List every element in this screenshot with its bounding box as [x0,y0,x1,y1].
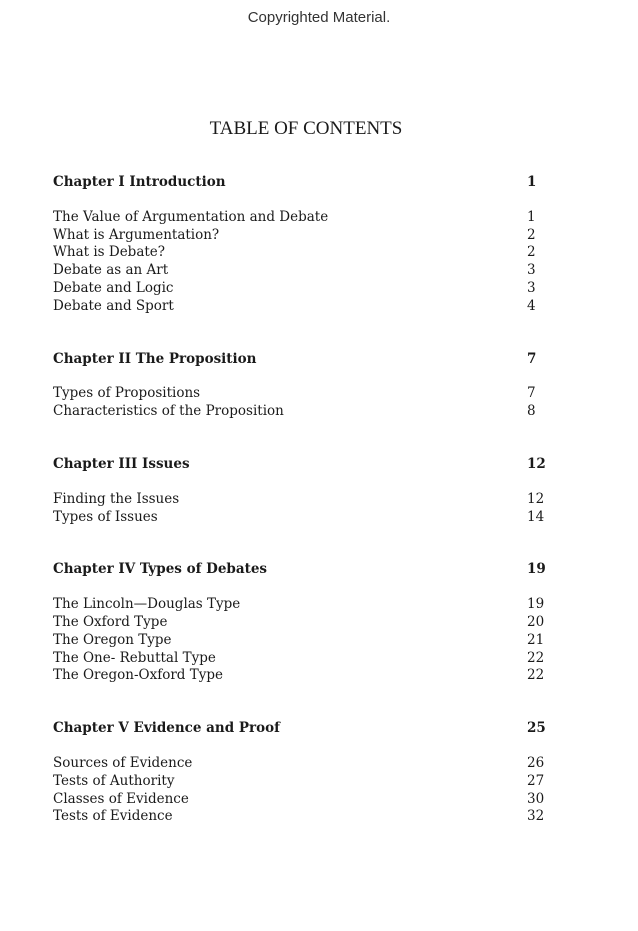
chapter-heading-row[interactable] [53,456,553,474]
entry-page-number: 3 [527,279,536,296]
toc-entry[interactable] [53,808,553,826]
chapter-page-number: 1 [527,174,537,190]
toc-entry[interactable] [53,262,553,280]
toc-entry[interactable] [53,667,553,685]
chapter-heading-row[interactable] [53,174,553,192]
chapter-title: Chapter III Issues [53,455,190,472]
entry-page-number: 4 [527,297,536,314]
toc-entry[interactable] [53,227,553,245]
entry-title: The Oregon-Oxford Type [53,667,223,684]
page-title: TABLE OF CONTENTS [209,118,403,139]
entry-page-number: 22 [527,649,545,666]
chapter-page-number: 19 [527,561,546,578]
entry-page-number: 26 [527,754,545,771]
toc-entry[interactable] [53,791,553,809]
toc-entry[interactable] [53,773,553,791]
entry-page-number: 20 [527,613,545,630]
entry-page-number: 3 [527,262,536,279]
toc-entry[interactable] [53,298,553,316]
toc-entry[interactable] [53,596,553,614]
copyright-watermark: Copyrighted Material. [247,9,391,26]
chapter-section [53,720,553,826]
chapter-section [53,561,553,685]
entry-page-number: 8 [527,403,536,420]
entry-page-number: 21 [527,631,545,648]
entry-page-number: 32 [527,808,545,825]
entry-title: What is Argumentation? [53,226,220,243]
entry-page-number: 7 [527,385,536,402]
entry-title: Sources of Evidence [53,754,193,771]
entry-title: Debate and Logic [53,279,174,296]
chapter-page-number: 7 [527,350,537,367]
toc-entry[interactable] [53,209,553,227]
entry-page-number: 14 [527,508,545,525]
toc-entry[interactable] [53,385,553,403]
toc-entry[interactable] [53,632,553,650]
chapter-page-number: 25 [527,720,546,737]
entry-title: Finding the Issues [53,490,180,507]
chapter-section [53,174,553,316]
entry-title: Debate as an Art [53,262,169,279]
chapter-title: Chapter I Introduction [53,174,226,190]
chapter-section [53,351,553,421]
entry-page-number: 2 [527,226,536,243]
entry-page-number: 19 [527,596,545,613]
table-of-contents [53,174,553,861]
entry-title: What is Debate? [53,244,166,261]
toc-entry[interactable] [53,614,553,632]
entry-title: Debate and Sport [53,297,174,314]
toc-entry[interactable] [53,244,553,262]
chapter-section [53,456,553,526]
entry-page-number: 12 [527,490,545,507]
entry-title: Types of Issues [53,508,158,525]
entry-page-number: 22 [527,667,545,684]
chapter-title: Chapter II The Proposition [53,350,257,367]
entry-title: The One- Rebuttal Type [53,649,216,666]
toc-entry[interactable] [53,491,553,509]
chapter-heading-row[interactable] [53,720,553,738]
entry-title: Characteristics of the Proposition [53,403,284,420]
chapter-page-number: 12 [527,455,546,472]
toc-entry[interactable] [53,650,553,668]
toc-entry[interactable] [53,280,553,298]
entry-page-number: 2 [527,244,536,261]
chapter-title: Chapter IV Types of Debates [53,561,268,578]
chapter-heading-row[interactable] [53,351,553,369]
entry-title: Tests of Evidence [53,808,173,825]
entry-page-number: 27 [527,772,545,789]
toc-entry[interactable] [53,403,553,421]
chapter-title: Chapter V Evidence and Proof [53,720,280,737]
entry-title: Tests of Authority [53,772,175,789]
entry-title: Classes of Evidence [53,790,189,807]
entry-title: Types of Propositions [53,385,201,402]
entry-title: The Oregon Type [53,631,172,648]
entry-page-number: 30 [527,790,545,807]
entry-title: The Oxford Type [53,613,168,630]
entry-title: The Value of Argumentation and Debate [53,208,329,225]
toc-entry[interactable] [53,755,553,773]
entry-page-number: 1 [527,208,536,225]
entry-title: The Lincoln—Douglas Type [53,596,241,613]
toc-entry[interactable] [53,509,553,527]
chapter-heading-row[interactable] [53,561,553,579]
